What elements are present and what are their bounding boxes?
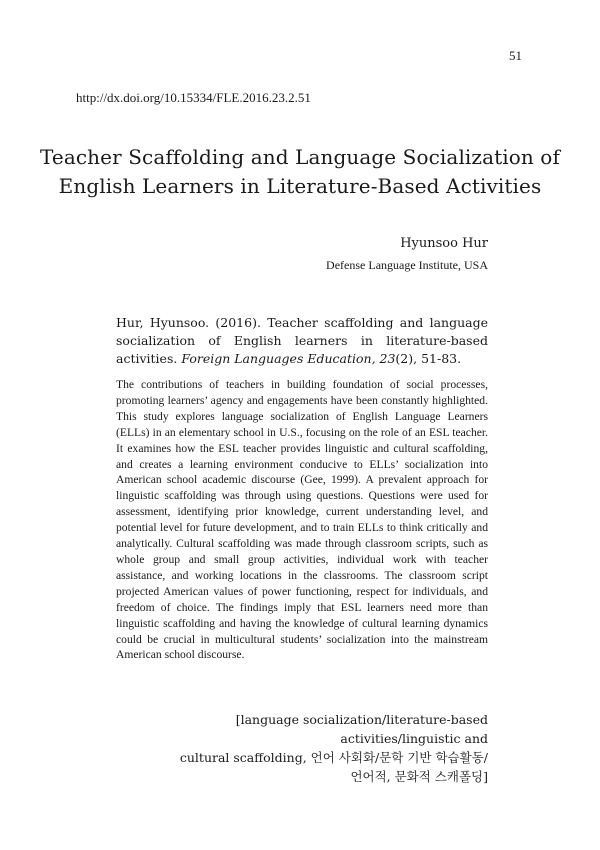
title-line-1: Teacher Scaffolding and Language Socialization of bbox=[40, 145, 560, 169]
page-number: 51 bbox=[509, 48, 522, 63]
keywords-line-3: 언어적, 문화적 스캐폴딩] bbox=[350, 769, 488, 784]
citation-issue: (2) bbox=[395, 351, 414, 366]
citation-prefix: Hur, Hyunsoo. (2016). Teacher scaffolding and language socialization of English learners in literature-based activities. bbox=[116, 315, 488, 366]
keywords-line-2: cultural scaffolding, 언어 사회화/문학 기반 학습활동/ bbox=[179, 750, 488, 765]
author-affiliation: Defense Language Institute, USA bbox=[326, 258, 488, 272]
abstract-text: The contributions of teachers in building foundation of social processes, promoting learners’ agency and engagements have been constantly highlighted. This study explores language socialization of English Language Learners (ELLs) in an elementary school in U.S., focusing on the role of an ESL teacher. It examines how the ESL teacher provides linguistic and cultural scaffolding, and creates a learning environment conducive to ELLs’ socialization into American school academic discourse (Gee, 1999). A prevalent approach for linguistic scaffolding was through using questions. Questions were used for assessment, identifying prior knowledge, current understanding level, and potential level for future development, and to train ELLs to think critically and analytically. Cultural scaffolding was made through classroom scripts, such as whole group and small group activities, individual work with teacher assistance, and working locations in the classrooms. The classroom script projected American values of power functioning, respect for individuals, and freedom of choice. The findings imply that ESL learners need more than linguistic scaffolding and having the knowledge of cultural learning dynamics could be crucial in multicultural students’ socialization into the mainstream American school discourse. bbox=[116, 378, 488, 662]
citation bbox=[116, 314, 488, 368]
citation-pages: , 51-83. bbox=[413, 351, 462, 366]
author-name: Hyunsoo Hur bbox=[400, 236, 488, 251]
keywords bbox=[116, 710, 488, 786]
citation-journal: Foreign Languages Education, 23 bbox=[181, 351, 396, 366]
paper-title bbox=[40, 143, 560, 201]
title-line-2: English Learners in Literature-Based Activities bbox=[58, 174, 542, 198]
keywords-line-1: [language socialization/literature-based activities/linguistic and bbox=[235, 712, 488, 746]
doi-link[interactable]: http://dx.doi.org/10.15334/FLE.2016.23.2.51 bbox=[76, 90, 311, 105]
